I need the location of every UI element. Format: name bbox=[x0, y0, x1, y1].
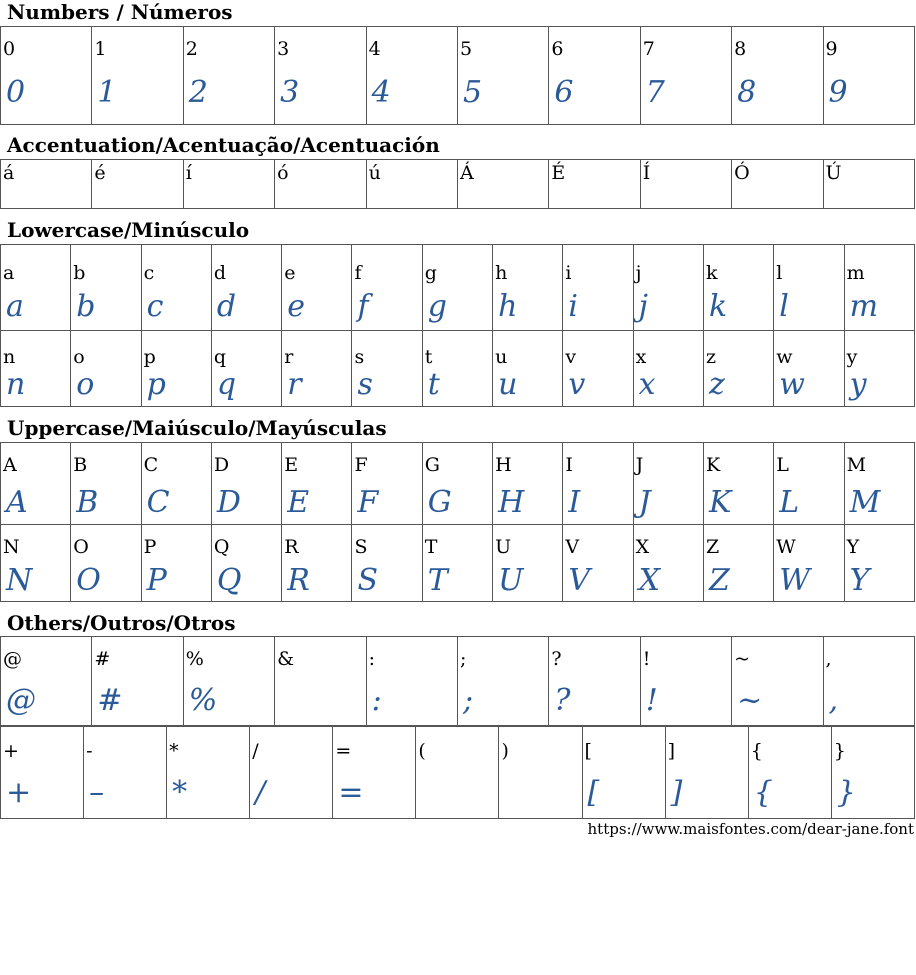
handwritten-glyph: # bbox=[97, 683, 123, 718]
character-label: W bbox=[776, 536, 796, 558]
character-label: T bbox=[424, 536, 438, 558]
character-label: ! bbox=[642, 648, 651, 670]
handwritten-glyph: a bbox=[6, 289, 24, 324]
handwritten-glyph: N bbox=[6, 563, 33, 598]
handwritten-glyph: E bbox=[287, 485, 310, 520]
glyph-cell bbox=[71, 245, 141, 331]
character-label: E bbox=[284, 454, 299, 476]
handwritten-glyph: S bbox=[357, 563, 379, 598]
handwritten-glyph: R bbox=[287, 563, 310, 598]
handwritten-glyph: F bbox=[357, 485, 379, 520]
glyph-cell bbox=[844, 245, 914, 331]
glyph-cell bbox=[844, 443, 914, 525]
glyph-cell bbox=[640, 637, 731, 726]
others-heading: Others/Outros/Otros bbox=[7, 611, 236, 635]
character-label: V bbox=[565, 536, 580, 558]
glyph-cell bbox=[732, 27, 823, 125]
character-label: a bbox=[3, 262, 15, 284]
numbers-grid bbox=[0, 26, 915, 125]
glyph-cell bbox=[493, 525, 563, 602]
glyph-cell bbox=[703, 245, 773, 331]
glyph-cell bbox=[844, 331, 914, 407]
glyph-cell bbox=[275, 160, 366, 209]
character-label: e bbox=[284, 262, 296, 284]
character-label: B bbox=[73, 454, 88, 476]
character-label: t bbox=[424, 346, 433, 368]
character-label: 5 bbox=[459, 38, 473, 60]
handwritten-glyph: 0 bbox=[6, 75, 26, 110]
character-label: q bbox=[213, 346, 227, 368]
glyph-cell bbox=[211, 245, 281, 331]
character-label: - bbox=[86, 740, 93, 762]
glyph-cell bbox=[823, 637, 914, 726]
handwritten-glyph: – bbox=[89, 775, 105, 810]
character-label: í bbox=[185, 162, 192, 184]
character-label: b bbox=[73, 262, 86, 284]
handwritten-glyph: j bbox=[638, 289, 648, 324]
handwritten-glyph: w bbox=[779, 367, 805, 402]
handwritten-glyph: r bbox=[287, 367, 302, 402]
handwritten-glyph: / bbox=[255, 775, 266, 810]
character-label: Q bbox=[213, 536, 230, 558]
glyph-cell bbox=[640, 160, 731, 209]
handwritten-glyph: A bbox=[6, 485, 28, 520]
handwritten-glyph: p bbox=[146, 367, 166, 402]
glyph-cell bbox=[366, 160, 457, 209]
handwritten-glyph: 4 bbox=[371, 75, 391, 110]
character-label: { bbox=[750, 740, 763, 762]
character-label: H bbox=[495, 454, 512, 476]
handwritten-glyph: W bbox=[779, 563, 811, 598]
character-label: & bbox=[277, 648, 295, 670]
glyph-cell bbox=[1, 160, 92, 209]
glyph-cell bbox=[416, 727, 499, 819]
character-label: ó bbox=[277, 162, 289, 184]
others-grid-row1 bbox=[0, 636, 915, 726]
handwritten-glyph: 3 bbox=[280, 75, 300, 110]
glyph-cell bbox=[633, 331, 703, 407]
character-label: 6 bbox=[551, 38, 564, 60]
glyph-cell bbox=[732, 637, 823, 726]
character-label: 0 bbox=[3, 38, 16, 60]
glyph-cell bbox=[71, 443, 141, 525]
others-grid-row2 bbox=[0, 726, 915, 819]
glyph-cell bbox=[1, 331, 71, 407]
handwritten-glyph: K bbox=[708, 485, 732, 520]
handwritten-glyph: v bbox=[568, 367, 586, 402]
glyph-cell bbox=[831, 727, 914, 819]
handwritten-glyph: M bbox=[849, 485, 881, 520]
character-label: } bbox=[833, 740, 846, 762]
handwritten-glyph: Q bbox=[216, 563, 242, 598]
glyph-cell bbox=[633, 525, 703, 602]
character-label: é bbox=[94, 162, 106, 184]
glyph-cell bbox=[92, 160, 183, 209]
handwritten-glyph: q bbox=[216, 367, 237, 402]
glyph-cell bbox=[549, 160, 640, 209]
glyph-cell bbox=[422, 443, 492, 525]
character-label: C bbox=[143, 454, 159, 476]
character-label: / bbox=[252, 740, 259, 762]
handwritten-glyph: 8 bbox=[737, 75, 757, 110]
glyph-cell bbox=[563, 245, 633, 331]
character-label: M bbox=[846, 454, 867, 476]
handwritten-glyph: k bbox=[708, 289, 728, 324]
handwritten-glyph: e bbox=[287, 289, 305, 324]
handwritten-glyph: O bbox=[76, 563, 101, 598]
handwritten-glyph: J bbox=[638, 485, 651, 520]
glyph-cell bbox=[352, 245, 422, 331]
glyph-cell bbox=[1, 443, 71, 525]
character-label: J bbox=[635, 454, 644, 476]
glyph-cell bbox=[275, 637, 366, 726]
character-label: R bbox=[284, 536, 299, 558]
glyph-cell bbox=[1, 727, 84, 819]
glyph-cell bbox=[633, 245, 703, 331]
handwritten-glyph: [ bbox=[587, 775, 600, 810]
numbers-heading: Numbers / Números bbox=[7, 0, 233, 24]
glyph-cell bbox=[366, 27, 457, 125]
glyph-cell bbox=[563, 331, 633, 407]
handwritten-glyph: y bbox=[849, 367, 867, 402]
character-label: á bbox=[3, 162, 15, 184]
glyph-cell bbox=[1, 245, 71, 331]
handwritten-glyph: d bbox=[216, 289, 237, 324]
handwritten-glyph: , bbox=[828, 683, 839, 718]
glyph-cell bbox=[183, 637, 274, 726]
handwritten-glyph: P bbox=[146, 563, 167, 598]
glyph-cell bbox=[563, 443, 633, 525]
handwritten-glyph: H bbox=[498, 485, 525, 520]
lowercase-grid-row2 bbox=[0, 330, 915, 407]
handwritten-glyph: = bbox=[338, 775, 364, 810]
character-label: ( bbox=[418, 740, 426, 762]
character-label: 9 bbox=[825, 38, 838, 60]
character-label: y bbox=[846, 346, 858, 368]
lowercase-grid-row1 bbox=[0, 244, 915, 331]
character-label: w bbox=[776, 346, 793, 368]
glyph-cell bbox=[823, 27, 914, 125]
glyph-cell bbox=[703, 331, 773, 407]
handwritten-glyph: D bbox=[216, 485, 241, 520]
glyph-cell bbox=[823, 160, 914, 209]
glyph-cell bbox=[71, 525, 141, 602]
character-label: m bbox=[846, 262, 865, 284]
handwritten-glyph: 5 bbox=[462, 75, 483, 110]
glyph-cell bbox=[71, 331, 141, 407]
character-label: ) bbox=[501, 740, 509, 762]
character-label: g bbox=[424, 262, 437, 284]
character-label: ? bbox=[551, 648, 562, 670]
glyph-cell bbox=[275, 27, 366, 125]
character-label: x bbox=[635, 346, 647, 368]
handwritten-glyph: f bbox=[357, 289, 369, 324]
glyph-cell bbox=[211, 331, 281, 407]
glyph-cell bbox=[493, 443, 563, 525]
character-label: K bbox=[705, 454, 721, 476]
handwritten-glyph: c bbox=[146, 289, 164, 324]
handwritten-glyph: L bbox=[779, 485, 800, 520]
handwritten-glyph: Y bbox=[849, 563, 870, 598]
character-label: I bbox=[565, 454, 573, 476]
handwritten-glyph: ; bbox=[462, 683, 474, 718]
handwritten-glyph: g bbox=[427, 289, 447, 324]
character-label: # bbox=[94, 648, 111, 670]
handwritten-glyph: % bbox=[188, 683, 218, 718]
glyph-cell bbox=[703, 525, 773, 602]
uppercase-heading: Uppercase/Maiúsculo/Mayúsculas bbox=[7, 416, 387, 440]
glyph-cell bbox=[282, 331, 352, 407]
character-label: U bbox=[495, 536, 512, 558]
character-label: * bbox=[169, 740, 179, 762]
character-label: + bbox=[3, 740, 19, 762]
character-label: ] bbox=[667, 740, 676, 762]
glyph-cell bbox=[774, 245, 844, 331]
glyph-cell bbox=[183, 27, 274, 125]
glyph-cell bbox=[499, 727, 582, 819]
handwritten-glyph: m bbox=[849, 289, 879, 324]
handwritten-glyph: V bbox=[568, 563, 591, 598]
character-label: z bbox=[705, 346, 716, 368]
glyph-cell bbox=[352, 443, 422, 525]
character-label: ; bbox=[459, 648, 467, 670]
character-label: u bbox=[495, 346, 508, 368]
glyph-cell bbox=[282, 245, 352, 331]
glyph-cell bbox=[92, 637, 183, 726]
character-label: : bbox=[368, 648, 375, 670]
glyph-cell bbox=[211, 443, 281, 525]
handwritten-glyph: x bbox=[638, 367, 656, 402]
character-label: Í bbox=[642, 162, 651, 184]
glyph-cell bbox=[774, 443, 844, 525]
handwritten-glyph: ! bbox=[645, 683, 658, 718]
glyph-cell bbox=[844, 525, 914, 602]
glyph-cell bbox=[549, 27, 640, 125]
glyph-cell bbox=[1, 637, 92, 726]
glyph-cell bbox=[92, 27, 183, 125]
character-label: Z bbox=[705, 536, 720, 558]
glyph-cell bbox=[183, 160, 274, 209]
character-label: s bbox=[354, 346, 365, 368]
glyph-cell bbox=[640, 27, 731, 125]
glyph-cell bbox=[703, 443, 773, 525]
character-label: i bbox=[565, 262, 572, 284]
glyph-cell bbox=[582, 727, 665, 819]
handwritten-glyph: l bbox=[779, 289, 789, 324]
glyph-cell bbox=[282, 525, 352, 602]
glyph-cell bbox=[84, 727, 167, 819]
handwritten-glyph: 1 bbox=[97, 75, 117, 110]
accents-grid bbox=[0, 159, 915, 209]
handwritten-glyph: : bbox=[371, 683, 382, 718]
character-label: S bbox=[354, 536, 368, 558]
character-label: 8 bbox=[734, 38, 747, 60]
handwritten-glyph: 7 bbox=[645, 75, 665, 110]
lowercase-heading: Lowercase/Minúsculo bbox=[7, 218, 250, 242]
handwritten-glyph: { bbox=[753, 775, 773, 810]
glyph-cell bbox=[211, 525, 281, 602]
glyph-cell bbox=[549, 637, 640, 726]
character-label: n bbox=[3, 346, 16, 368]
handwritten-glyph: U bbox=[498, 563, 524, 598]
character-label: O bbox=[73, 536, 89, 558]
character-label: o bbox=[73, 346, 85, 368]
character-label: ~ bbox=[734, 648, 751, 670]
handwritten-glyph: * bbox=[172, 775, 188, 810]
character-label: ú bbox=[368, 162, 381, 184]
character-label: j bbox=[635, 262, 642, 284]
character-label: % bbox=[185, 648, 204, 670]
handwritten-glyph: 6 bbox=[554, 75, 574, 110]
glyph-cell bbox=[250, 727, 333, 819]
character-label: É bbox=[551, 162, 566, 184]
glyph-cell bbox=[633, 443, 703, 525]
uppercase-grid-row1 bbox=[0, 442, 915, 525]
glyph-cell bbox=[732, 160, 823, 209]
glyph-cell bbox=[493, 245, 563, 331]
character-label: l bbox=[776, 262, 783, 284]
character-label: 2 bbox=[185, 38, 198, 60]
handwritten-glyph: i bbox=[568, 289, 578, 324]
glyph-cell bbox=[774, 331, 844, 407]
glyph-cell bbox=[1, 27, 92, 125]
character-label: [ bbox=[584, 740, 592, 762]
handwritten-glyph: h bbox=[498, 289, 518, 324]
handwritten-glyph: ? bbox=[554, 683, 571, 718]
handwritten-glyph: G bbox=[427, 485, 452, 520]
character-label: Ó bbox=[734, 162, 750, 184]
character-label: p bbox=[143, 346, 156, 368]
handwritten-glyph: b bbox=[76, 289, 96, 324]
handwritten-glyph: + bbox=[6, 775, 32, 810]
character-label: v bbox=[565, 346, 577, 368]
character-label: Á bbox=[459, 162, 474, 184]
character-label: c bbox=[143, 262, 155, 284]
glyph-cell bbox=[141, 525, 211, 602]
character-label: @ bbox=[3, 648, 22, 670]
character-label: Ú bbox=[825, 162, 842, 184]
glyph-cell bbox=[563, 525, 633, 602]
glyph-cell bbox=[493, 331, 563, 407]
uppercase-grid-row2 bbox=[0, 524, 915, 602]
handwritten-glyph: Z bbox=[708, 563, 730, 598]
glyph-cell bbox=[141, 443, 211, 525]
glyph-cell bbox=[167, 727, 250, 819]
glyph-cell bbox=[1, 525, 71, 602]
handwritten-glyph: B bbox=[76, 485, 99, 520]
handwritten-glyph: } bbox=[836, 775, 856, 810]
character-label: f bbox=[354, 262, 362, 284]
character-label: G bbox=[424, 454, 440, 476]
character-label: F bbox=[354, 454, 368, 476]
glyph-cell bbox=[141, 245, 211, 331]
handwritten-glyph: T bbox=[427, 563, 448, 598]
glyph-cell bbox=[352, 331, 422, 407]
glyph-cell bbox=[282, 443, 352, 525]
character-label: 3 bbox=[277, 38, 290, 60]
handwritten-glyph: ] bbox=[670, 775, 683, 810]
character-label: 1 bbox=[94, 38, 107, 60]
character-label: N bbox=[3, 536, 20, 558]
character-label: k bbox=[705, 262, 718, 284]
glyph-cell bbox=[457, 160, 548, 209]
glyph-cell bbox=[422, 245, 492, 331]
handwritten-glyph: X bbox=[638, 563, 661, 598]
handwritten-glyph: ~ bbox=[737, 683, 763, 718]
handwritten-glyph: n bbox=[6, 367, 26, 402]
handwritten-glyph: u bbox=[498, 367, 518, 402]
handwritten-glyph: 9 bbox=[828, 75, 848, 110]
glyph-cell bbox=[366, 637, 457, 726]
glyph-cell bbox=[422, 525, 492, 602]
glyph-cell bbox=[457, 27, 548, 125]
character-label: = bbox=[335, 740, 352, 762]
glyph-cell bbox=[352, 525, 422, 602]
character-label: A bbox=[3, 454, 17, 476]
glyph-cell bbox=[457, 637, 548, 726]
glyph-cell bbox=[774, 525, 844, 602]
character-label: d bbox=[213, 262, 227, 284]
handwritten-glyph: s bbox=[357, 367, 373, 402]
handwritten-glyph: t bbox=[427, 367, 440, 402]
character-label: r bbox=[284, 346, 294, 368]
character-label: h bbox=[495, 262, 508, 284]
character-label: 4 bbox=[368, 38, 381, 60]
handwritten-glyph: o bbox=[76, 367, 95, 402]
glyph-cell bbox=[141, 331, 211, 407]
glyph-cell bbox=[422, 331, 492, 407]
glyph-cell bbox=[748, 727, 831, 819]
character-label: 7 bbox=[642, 38, 655, 60]
source-url: https://www.maisfontes.com/dear-jane.font bbox=[587, 820, 914, 838]
character-label: Y bbox=[846, 536, 860, 558]
handwritten-glyph: @ bbox=[6, 683, 36, 718]
accents-heading: Accentuation/Acentuação/Acentuación bbox=[7, 133, 440, 157]
handwritten-glyph: z bbox=[708, 367, 725, 402]
character-label: , bbox=[825, 648, 832, 670]
glyph-cell bbox=[665, 727, 748, 819]
handwritten-glyph: C bbox=[146, 485, 170, 520]
character-label: L bbox=[776, 454, 789, 476]
glyph-cell bbox=[333, 727, 416, 819]
handwritten-glyph: I bbox=[568, 485, 581, 520]
character-label: D bbox=[213, 454, 230, 476]
character-label: P bbox=[143, 536, 157, 558]
handwritten-glyph: 2 bbox=[188, 75, 208, 110]
character-label: X bbox=[635, 536, 650, 558]
